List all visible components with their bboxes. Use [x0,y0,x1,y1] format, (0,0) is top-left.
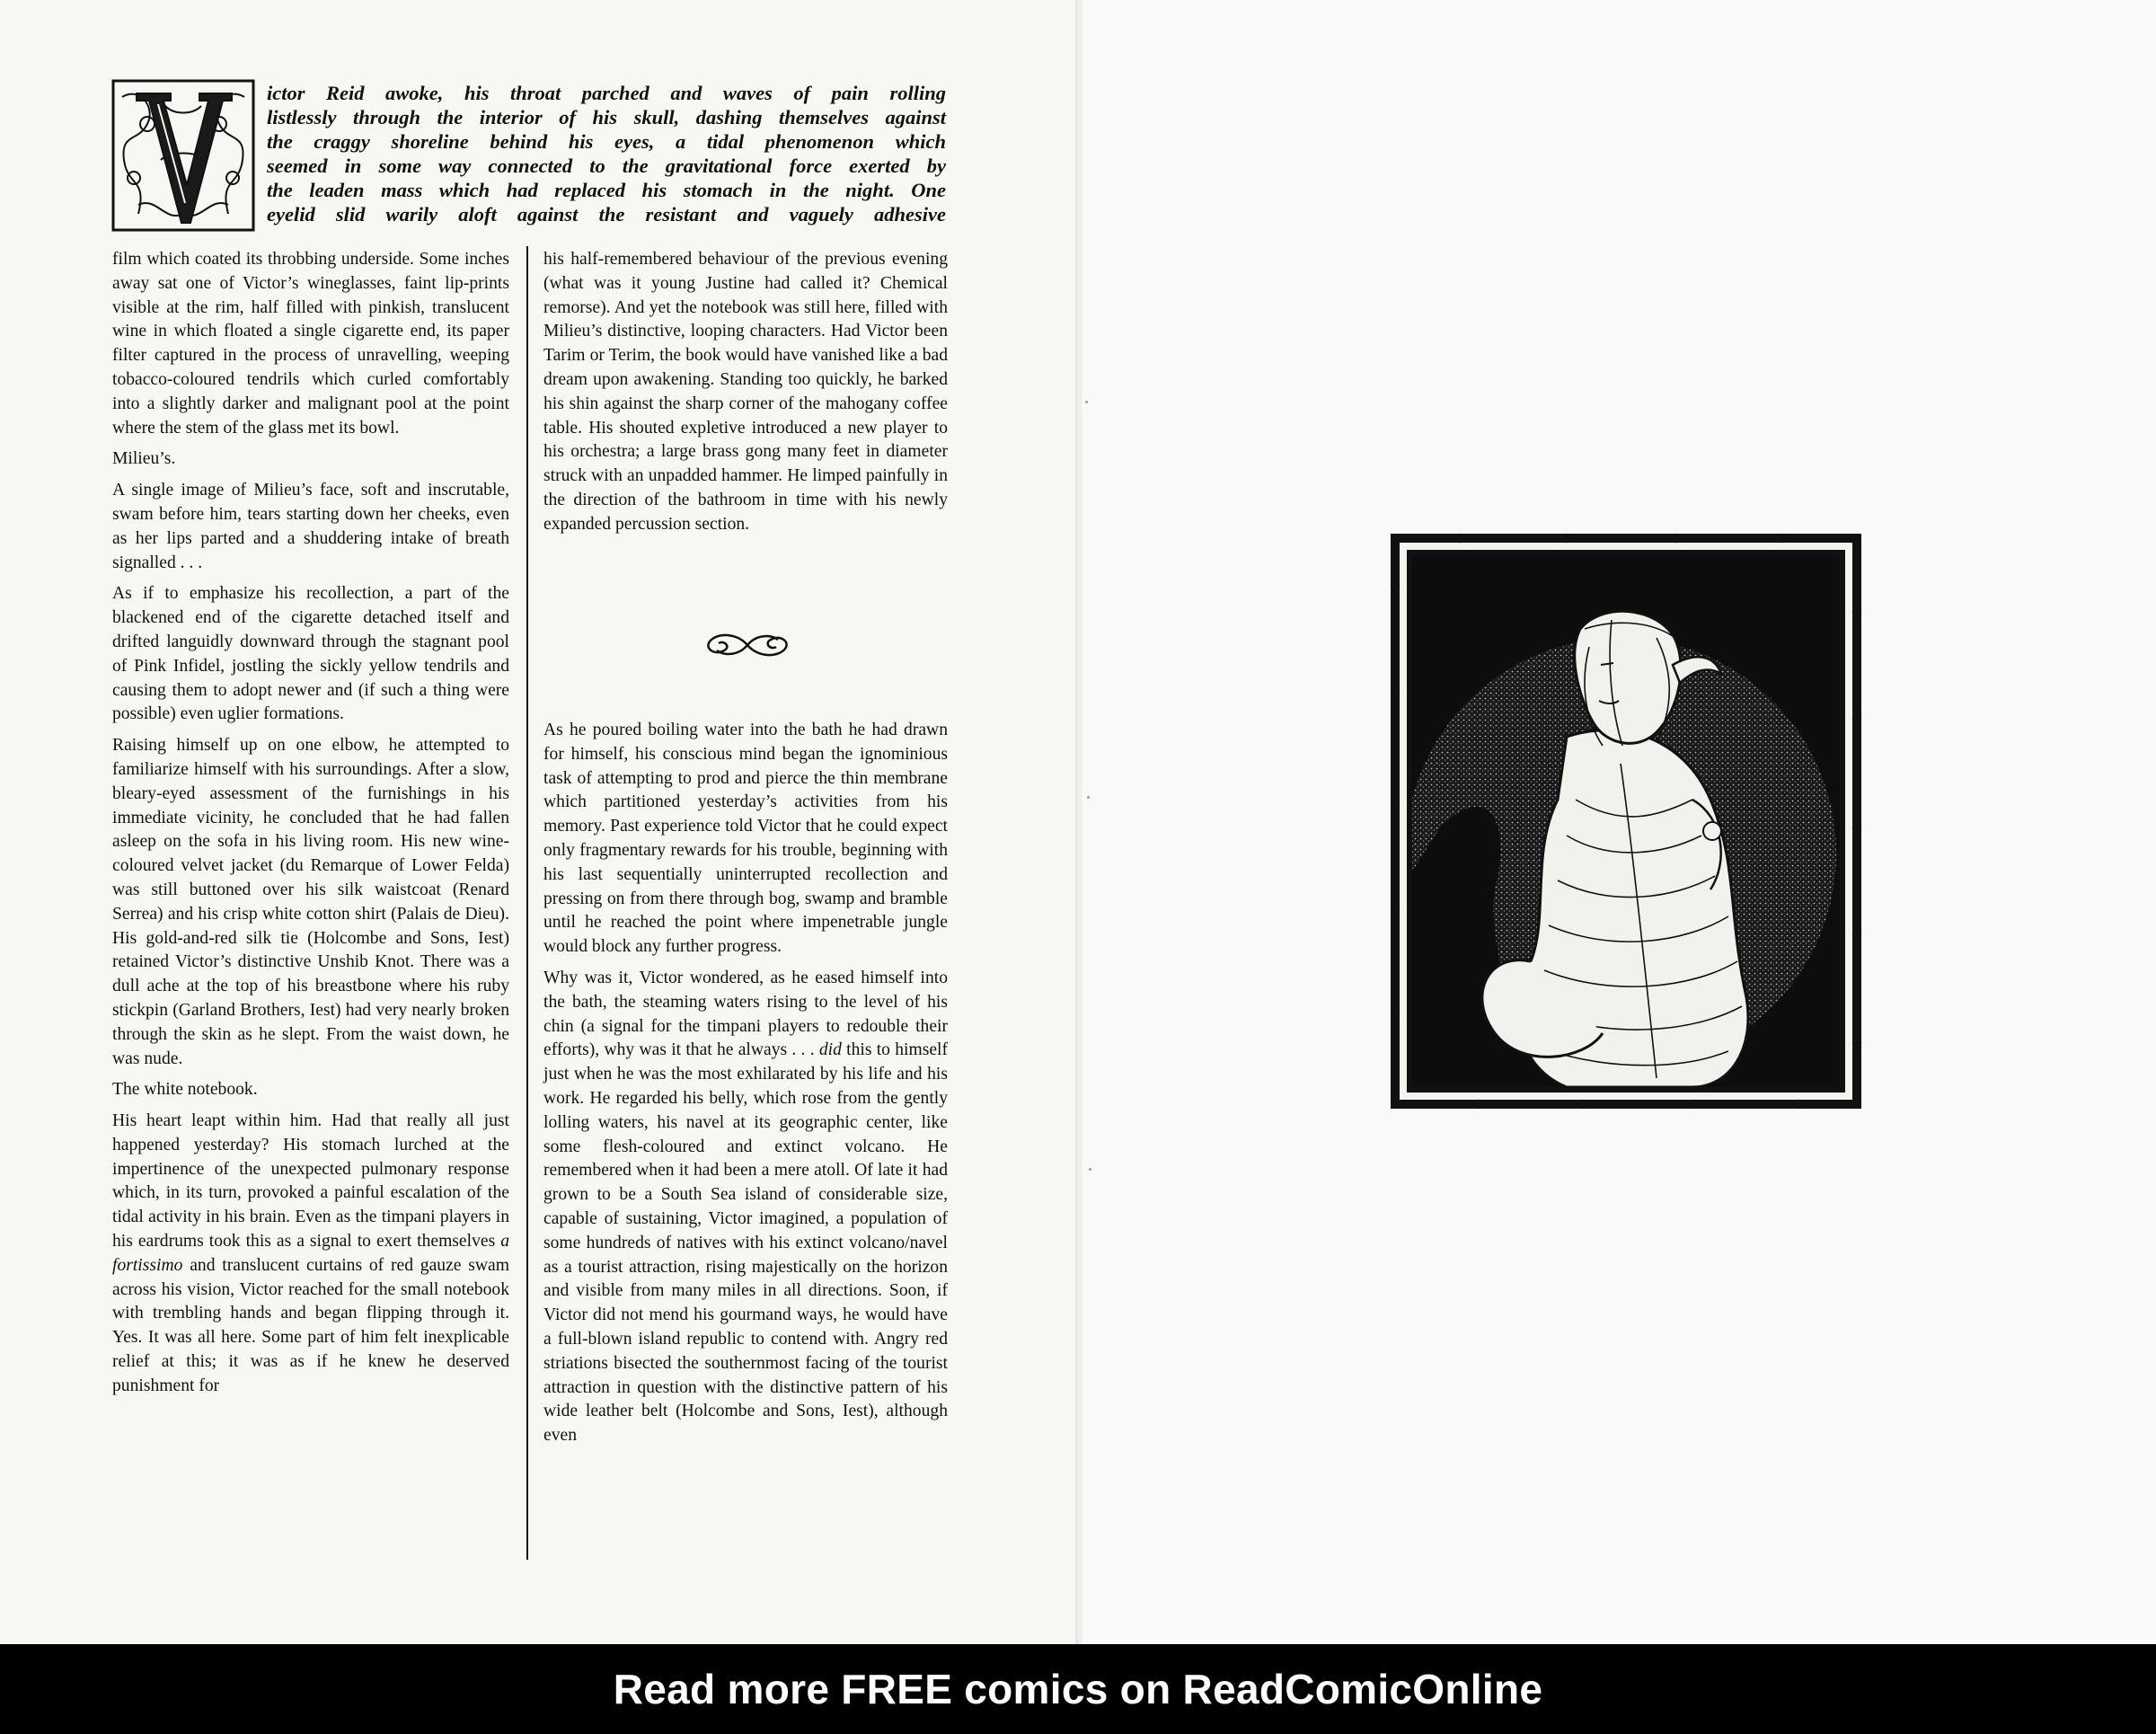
opening-paragraph [267,81,946,226]
paragraph: A single image of Milieu’s face, soft and inscrutable, swam before him, tears starting down her cheeks, even as her lips parted and a shuddering intake of breath signalled . . . [112,481,509,572]
text-run: and translucent curtains of red gauze swam across his vision, Victor reached for the small notebook with trembling hands and began flipping through it. Yes. It was all here. Some part of him felt inexplicable relief at this; it was as if he knew he deserved punishment for [112,1255,509,1395]
paragraph: As if to emphasize his recollection, a part of the blackened end of the cigarette detached itself and drifted languidly downward through the stagnant pool of Pink Infidel, jostling the sickly yellow tendrils and causing them to adopt newer and (if such a thing were possible) even uglier formations. [112,584,509,724]
ornate-dropcap-v [111,79,255,232]
italic-text: a fortissimo [112,1232,509,1275]
text-run: His heart leapt within him. Had that really all just happened yesterday? His stomach lurched at the impertinence of the unexpected pulmonary response which, in its turn, provoked a painful escalation of the tidal activity in his brain. Even as the timpani players in his eardrums took this as a signal to exert themselves [112,1111,509,1252]
paragraph: his half-remembered behaviour of the previous evening (what was it young Justine had called it? Chemical remorse). And yet the notebook was still here, filled with Milieu’s distinctive, looping characters. Had Victor been Tarim or Terim, the book would have vanished like a bad dream upon awakening. Standing too quickly, he barked his shin against the sharp corner of the mahogany coffee table. His shouted expletive introduced a new player to his orchestra; a large brass gong many feet in diameter struck with an unpadded hammer. He limped painfully in the direction of the bathroom in time with his newly expanded percussion section. [543,250,948,534]
promo-banner-text[interactable]: Read more FREE comics on ReadComicOnline [613,1666,1543,1712]
paragraph: The white notebook. [112,1080,258,1100]
paragraph: Raising himself up on one elbow, he attempted to familiarize himself with his surroundings. After a slow, bleary-eyed assessment of the furnishings in his immediate vicinity, he concluded that he had fallen asleep on the sofa in his living room. His new wine-coloured velvet jacket (du Remarque of Lower Felda) was still buttoned over his silk waistcoat (Renard Serrea) and his crisp white cotton shirt (Palais de Dieu). His gold-and-red silk tie (Holcombe and Sons, Iest) retained Victor’s distinctive Unshib Knot. There was a dull ache at the top of his breastbone where his ruby stickpin (Garland Brothers, Iest) had very nearly broken through the skin as he slept. From the waist down, he was nude. [112,736,509,1068]
right-text-column-bottom [543,719,948,1455]
paper-speck [1089,1168,1091,1171]
paragraph: Milieu’s. [112,449,176,469]
opening-line: ictor Reid awoke, his throat parched and waves of pain rolling [267,82,946,104]
opening-line: seemed in some way connected to the gravitational force exerted by [267,155,946,177]
promo-banner[interactable] [0,1644,2156,1734]
paragraph: film which coated its throbbing underside. Some inches away sat one of Victor’s wineglasses, faint lip-prints visible at the rim, half filled with pinkish, translucent wine in which floated a single cigarette end, its paper filter captured in the process of unravelling, weeping tobacco-coloured tendrils which curled comfortably into a slightly darker and malignant pool at the point where the stem of the glass met its bowl. [112,250,509,438]
framed-illustration [1387,530,1865,1112]
book-gutter [1075,0,1082,1644]
section-break-ornament [697,629,798,661]
italic-text: did [818,1040,842,1060]
opening-line: listlessly through the interior of his skull, dashing themselves against [267,106,946,128]
opening-line: eyelid slid warily aloft against the resistant and vaguely adhesive [267,203,946,226]
paragraph [112,1110,509,1399]
paper-speck [1087,796,1090,799]
opening-line: the leaden mass which had replaced his stomach in the night. One [267,179,946,201]
paper-speck [1085,401,1088,403]
opening-line: the craggy shoreline behind his eyes, a tidal phenomenon which [267,130,946,153]
paragraph: As he poured boiling water into the bath he had drawn for himself, his conscious mind began the ignominious task of attempting to prod and pierce the thin membrane which partitioned yesterday’s activities from his memory. Past experience told Victor that he could expect only fragmentary rewards for his trouble, beginning with his last sequentially uninterrupted recollection and pressing on from there through bog, swamp and bramble until he reached the point where impenetrable jungle would block any further progress. [543,721,948,957]
paragraph [543,967,948,1448]
column-divider [526,246,528,1560]
right-text-column-top [543,248,948,544]
left-text-column [112,248,509,1406]
text-run: this to himself just when he was the most exhilarated by his life and his work. He regarded his belly, which rose from the gently lolling waters, his navel at its geographic center, like some flesh-coloured and extinct volcano. He remembered when it had been a mere atoll. Of late it had grown to be a South Sea island of considerable size, capable of sustaining, Victor imagined, a population of some hundreds of natives with his extinct volcano/navel as a tourist attraction, rising majestically on the horizon and visible from many miles in all directions. Soon, if Victor did not mend his gourmand ways, he would have a full-blown island republic to contend with. Angry red striations bisected the southernmost facing of the tourist attraction in question with the distinctive pattern of his wide leather belt (Holcombe and Sons, Iest), although even [543,1040,948,1446]
text-run: Why was it, Victor wondered, as he eased himself into the bath, the steaming waters rising to the level of his chin (a signal for the timpani players to redouble their efforts), why was it that he always . . . [543,968,948,1060]
